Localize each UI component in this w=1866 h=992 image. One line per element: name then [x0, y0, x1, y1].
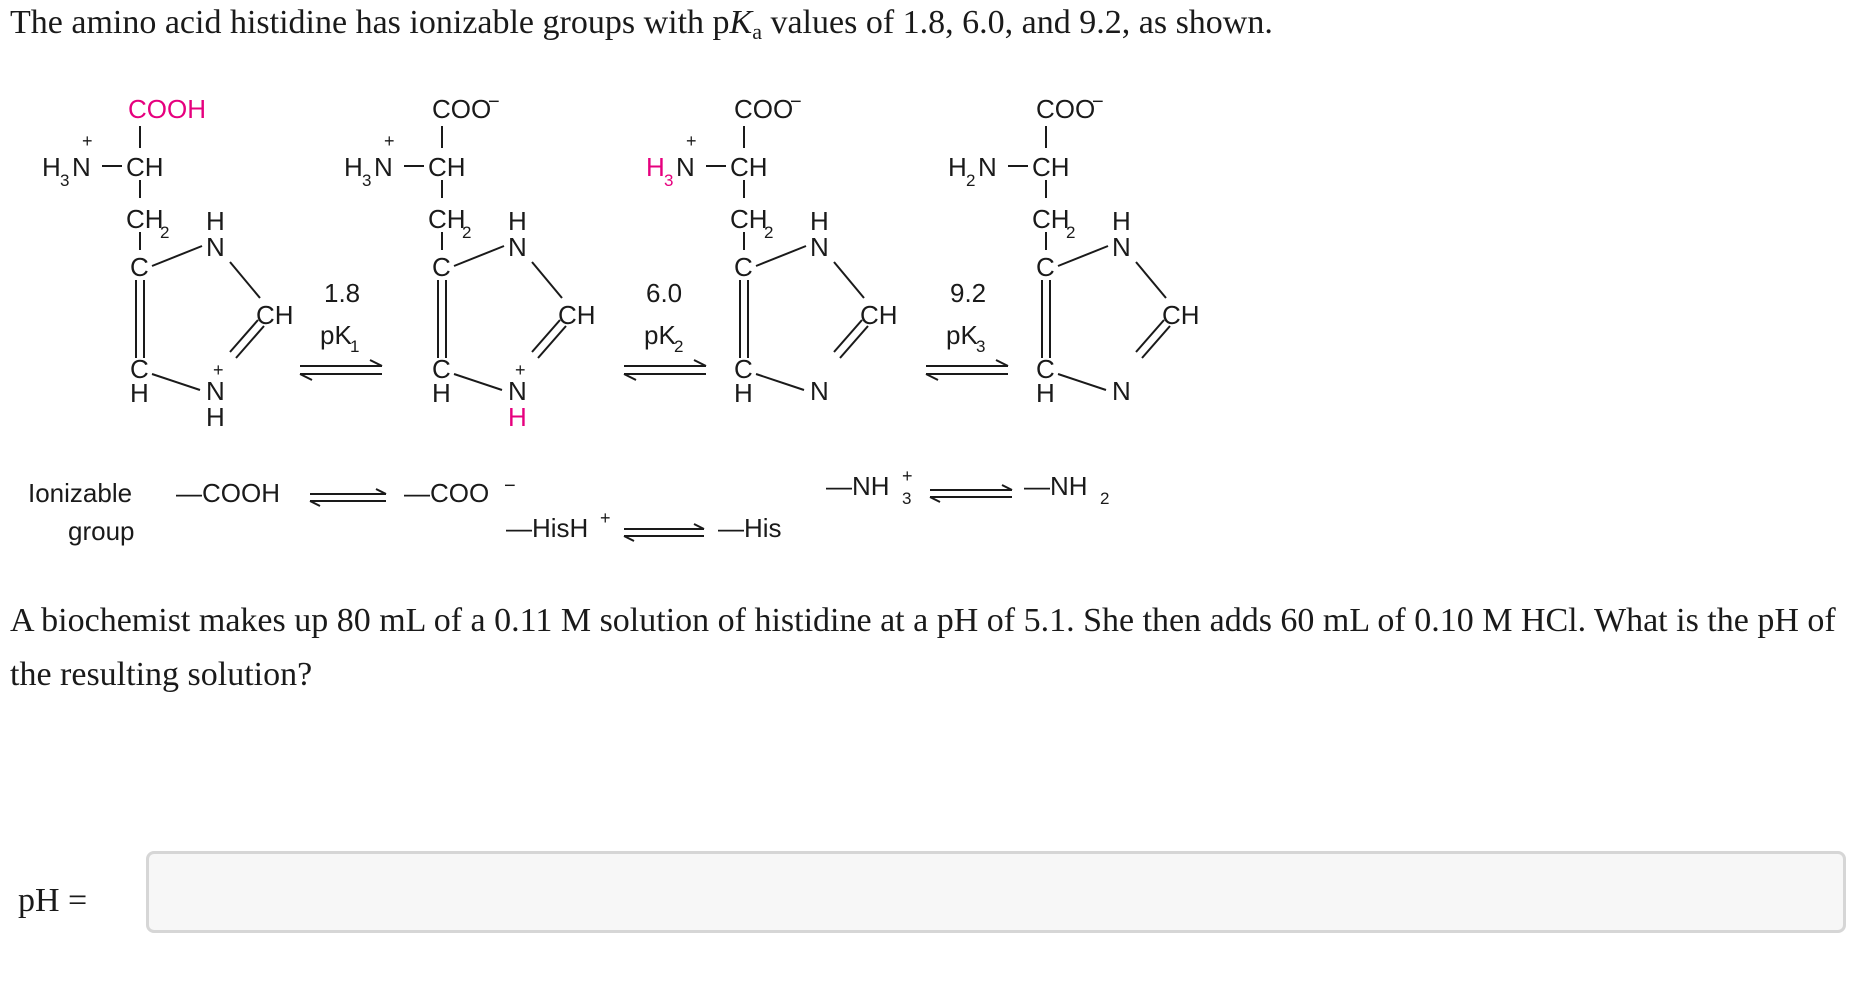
alpha-ch: CH [126, 152, 164, 182]
pk1-label: pK [320, 320, 352, 350]
group-coo-minus: − [504, 475, 516, 497]
h3n-sub: 3 [60, 171, 70, 190]
ring-n-lower-h-highlight: H [508, 402, 527, 432]
equilibrium-arrow-icon [300, 360, 382, 380]
equilibrium-3 [926, 278, 1008, 380]
ring-n-upper: N [810, 232, 829, 262]
group-nh3-plus: + [902, 466, 913, 486]
pk2-value: 6.0 [646, 278, 683, 308]
h2n-n: N [978, 152, 997, 182]
ch2-sub: 2 [160, 223, 170, 242]
group-nh3-sub: 3 [902, 489, 912, 508]
beta-ch2: CH [126, 204, 164, 234]
group-nh3: —NH [826, 471, 890, 501]
histidine-form-1 [42, 94, 294, 432]
equilibrium-arrow-icon [926, 360, 1008, 380]
coo-label: COO [734, 94, 794, 124]
group-hish-plus: + [600, 508, 611, 528]
ch2-sub: 2 [1066, 223, 1076, 242]
ring-c-h: H [734, 378, 753, 408]
beta-ch2: CH [1032, 204, 1070, 234]
ring-n-lower: N [508, 376, 527, 406]
ring-n-lower: N [1112, 376, 1131, 406]
intro-text: The amino acid histidine has ionizable groups with p [10, 4, 730, 41]
coo-minus: − [790, 91, 802, 113]
beta-ch2: CH [428, 204, 466, 234]
ring-c-h: H [432, 378, 451, 408]
intro-k: K [729, 4, 753, 41]
coo-label: COO [432, 94, 492, 124]
equilibrium-2 [624, 278, 706, 380]
group-label: group [68, 516, 135, 546]
ring-n-lower: N [206, 376, 225, 406]
ring-c: C [130, 252, 149, 282]
pk3-label: pK [946, 320, 978, 350]
ring-n-lower-h: H [206, 402, 225, 432]
group-nh2-sub: 2 [1100, 489, 1110, 508]
h2n-sub: 2 [966, 171, 976, 190]
h3n-n: N [72, 152, 91, 182]
histidine-ionization-figure [0, 90, 1866, 560]
ph-answer-label: pH = [18, 882, 88, 919]
coo-minus: − [488, 91, 500, 113]
ring-c-lower: C [734, 354, 753, 384]
equilibrium-arrow-icon [624, 524, 704, 541]
histidine-form-3 [646, 91, 898, 408]
alpha-ch: CH [730, 152, 768, 182]
ring-n-lower: N [810, 376, 829, 406]
ionizable-group-row [28, 466, 1109, 546]
group-hish: —HisH [506, 513, 589, 543]
ring-c-lower: C [130, 354, 149, 384]
alpha-ch: CH [428, 152, 466, 182]
coo-label: COO [1036, 94, 1096, 124]
plus-charge: + [686, 131, 697, 151]
ring-nh-h: H [508, 206, 527, 236]
ring-nh-h: H [810, 206, 829, 236]
ring-c-lower: C [1036, 354, 1055, 384]
ring-ch: CH [1162, 300, 1200, 330]
pk2-sub: 2 [674, 337, 684, 356]
ring-plus-charge: + [213, 360, 224, 380]
ring-ch: CH [860, 300, 898, 330]
histidine-form-2 [344, 91, 596, 432]
ring-c: C [734, 252, 753, 282]
group-nh2: —NH [1024, 471, 1088, 501]
ring-c-h: H [130, 378, 149, 408]
equilibrium-arrow-icon [930, 485, 1012, 502]
ring-n-upper: N [206, 232, 225, 262]
alpha-ch: CH [1032, 152, 1070, 182]
question-text: A biochemist makes up 80 mL of a 0.11 M solution of histidine at a pH of 5.1. She then adds 60 mL of 0.10 M HCl. What is the pH of the resulting solution? [10, 602, 1836, 693]
cooh-label: COOH [128, 94, 206, 124]
equilibrium-arrow-icon [624, 360, 706, 380]
ring-n-upper: N [1112, 232, 1131, 262]
ionizable-label: Ionizable [28, 478, 133, 508]
intro-a-subscript: a [752, 19, 762, 44]
pk1-sub: 1 [350, 337, 360, 356]
ring-ch: CH [256, 300, 294, 330]
group-his: —His [718, 513, 782, 543]
ring-c: C [1036, 252, 1055, 282]
plus-charge: + [384, 131, 395, 151]
ring-c-h: H [1036, 378, 1055, 408]
ring-c-lower: C [432, 354, 451, 384]
h3n-h: H [344, 152, 363, 182]
ring-plus-charge: + [515, 360, 526, 380]
ring-nh-h: H [206, 206, 225, 236]
h3n-sub: 3 [664, 171, 674, 190]
ph-answer-input[interactable] [146, 851, 1846, 933]
beta-ch2: CH [730, 204, 768, 234]
h3n-h-highlight: H [646, 152, 665, 182]
ch2-sub: 2 [764, 223, 774, 242]
h3n-sub: 3 [362, 171, 372, 190]
equilibrium-arrow-icon [310, 489, 386, 506]
h3n-n: N [374, 152, 393, 182]
group-cooh: —COOH [176, 478, 280, 508]
group-coo: —COO [404, 478, 490, 508]
h3n-h: H [42, 152, 61, 182]
ring-nh-h: H [1112, 206, 1131, 236]
pk3-sub: 3 [976, 337, 986, 356]
intro-text-end: values of 1.8, 6.0, and 9.2, as shown. [761, 4, 1273, 41]
coo-minus: − [1092, 91, 1104, 113]
h3n-n: N [676, 152, 695, 182]
ring-ch: CH [558, 300, 596, 330]
ring-n-upper: N [508, 232, 527, 262]
h2n-h: H [948, 152, 967, 182]
histidine-form-4 [948, 91, 1200, 408]
ch2-sub: 2 [462, 223, 472, 242]
pk1-value: 1.8 [324, 278, 361, 308]
pk2-label: pK [644, 320, 676, 350]
pk3-value: 9.2 [950, 278, 987, 308]
question-intro [10, 4, 1273, 45]
ring-c: C [432, 252, 451, 282]
equilibrium-1 [300, 278, 382, 380]
plus-charge: + [82, 131, 93, 151]
